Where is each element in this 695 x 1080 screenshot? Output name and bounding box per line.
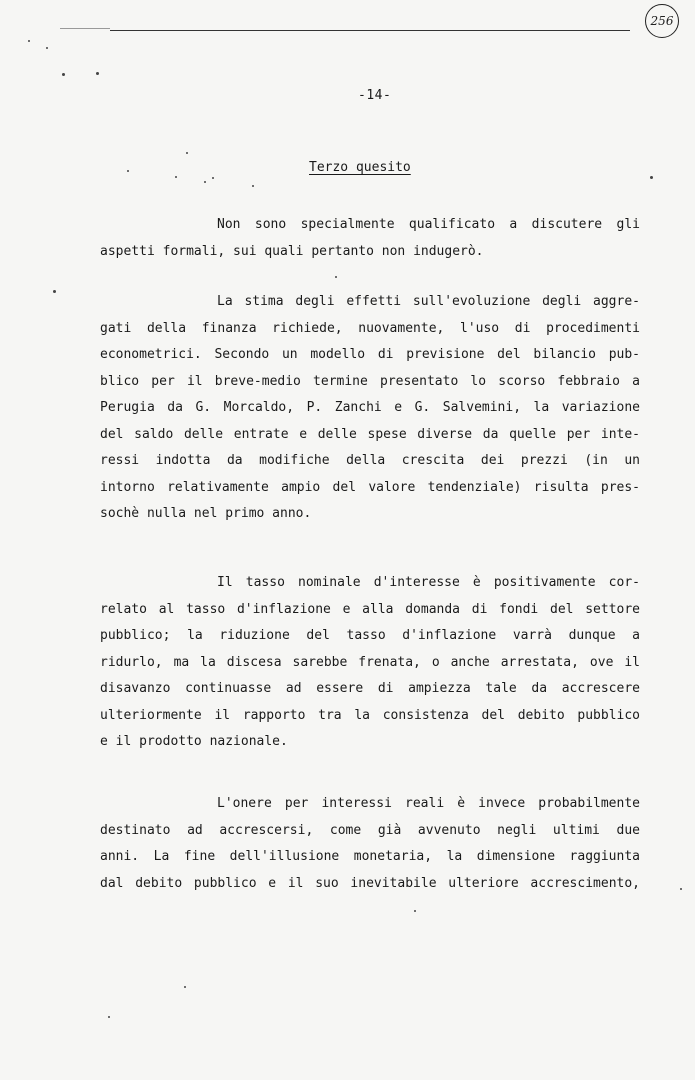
text-line: L'onere per interessi reali è invece probabilmente: [217, 796, 640, 811]
scan-speck: [252, 185, 254, 187]
text-line: aspetti formali, sui quali pertanto non indugerò.: [100, 243, 484, 259]
scan-speck: [108, 1016, 110, 1018]
text-line: ressi indotta da modifiche della crescita dei prezzi (in un: [100, 453, 640, 468]
scan-speck: [204, 181, 206, 183]
text-line: disavanzo continuasse ad essere di ampiezza tale da accrescere: [100, 681, 640, 696]
text-line: ridurlo, ma la discesa sarebbe frenata, o anche arrestata, ove il: [100, 654, 640, 670]
scan-speck: [184, 986, 186, 988]
text-line: e il prodotto nazionale.: [100, 734, 288, 749]
scan-speck: [186, 152, 188, 154]
text-line: intorno relativamente ampio del valore tendenziale) risulta pres-: [100, 479, 640, 495]
text-line: anni. La fine dell'illusione monetaria, la dimensione raggiunta: [100, 849, 640, 864]
text-line: gati della finanza richiede, nuovamente, l'uso di procedimenti: [100, 320, 640, 336]
text-line: Il tasso nominale d'interesse è positivamente cor-: [217, 575, 640, 590]
paragraph-2: [100, 289, 640, 528]
text-line: econometrici. Secondo un modello di previsione del bilancio pub-: [100, 347, 640, 362]
text-line: blico per il breve-medio termine presentato lo scorso febbraio a: [100, 373, 640, 389]
text-line: relato al tasso d'inflazione e alla domanda di fondi del settore: [100, 601, 640, 617]
text-line: del saldo delle entrate e delle spese diverse da quelle per inte-: [100, 426, 640, 442]
paragraph-1: [100, 212, 640, 265]
archive-stamp: 256: [645, 4, 679, 38]
text-line: destinato ad accrescersi, come già avvenuto negli ultimi due: [100, 822, 640, 838]
scan-speck: [175, 176, 177, 178]
paragraph-4: [100, 791, 640, 897]
scan-speck: [414, 910, 416, 912]
scan-speck: [680, 888, 682, 890]
scan-speck: [96, 72, 99, 75]
section-title: Terzo quesito: [309, 160, 411, 175]
text-line: pubblico; la riduzione del tasso d'inflazione varrà dunque a: [100, 628, 640, 643]
scan-speck: [28, 40, 30, 42]
scan-speck: [212, 177, 214, 179]
paragraph-3: [100, 570, 640, 756]
top-rule-faint: [60, 28, 110, 29]
scan-speck: [650, 176, 653, 179]
text-line: ulteriormente il rapporto tra la consistenza del debito pubblico: [100, 707, 640, 723]
scan-speck: [335, 276, 337, 278]
text-line: La stima degli effetti sull'evoluzione degli aggre-: [217, 294, 640, 309]
scan-speck: [46, 47, 48, 49]
scan-speck: [53, 290, 56, 293]
page-number: -14-: [358, 88, 392, 103]
scan-speck: [62, 73, 65, 76]
text-line: sochè nulla nel primo anno.: [100, 506, 312, 521]
text-line: Perugia da G. Morcaldo, P. Zanchi e G. Salvemini, la variazione: [100, 400, 640, 415]
top-rule: [110, 30, 630, 31]
text-line: dal debito pubblico e il suo inevitabile ulteriore accrescimento,: [100, 875, 640, 891]
scan-speck: [127, 170, 129, 172]
text-line: Non sono specialmente qualificato a discutere gli: [217, 217, 640, 232]
